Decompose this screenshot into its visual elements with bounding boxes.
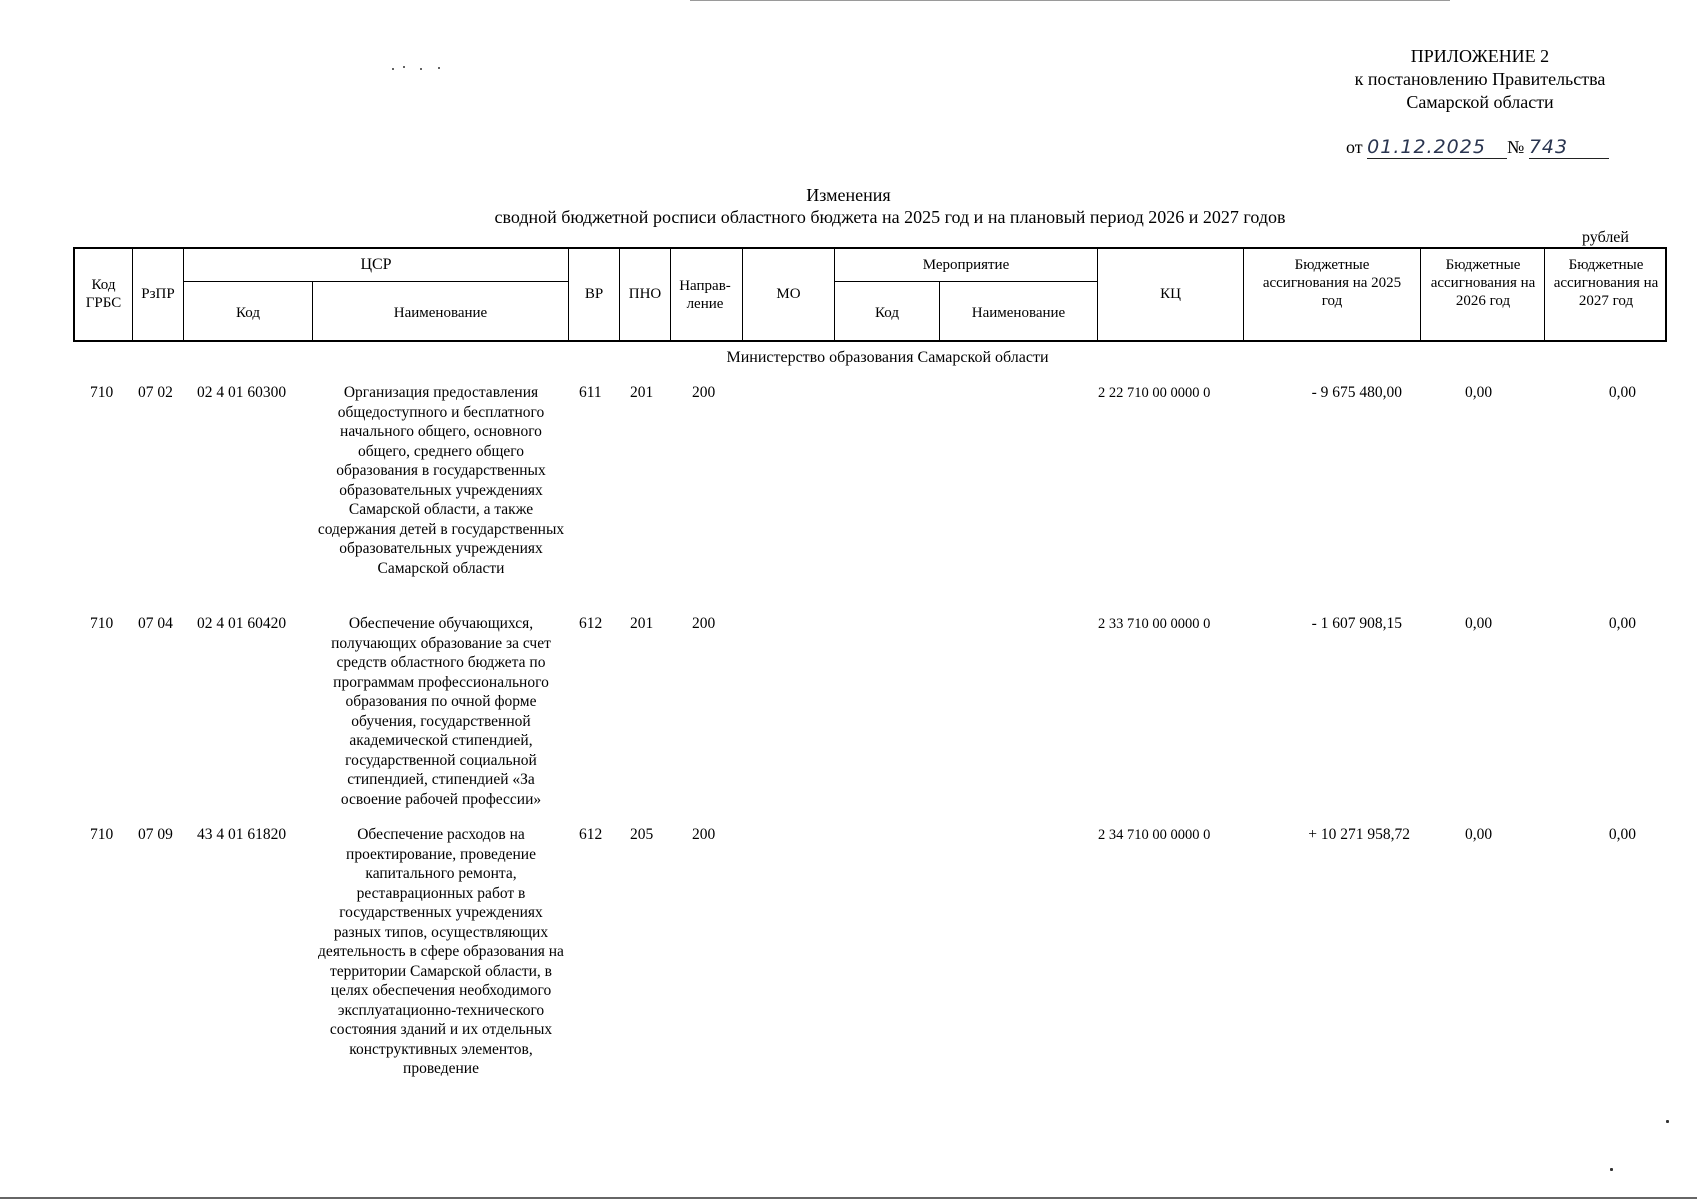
- cell-kc: 2 22 710 00 0000 0: [1098, 385, 1211, 401]
- header-mer-kod: Код: [875, 305, 899, 321]
- cell-napravlenie: 200: [692, 384, 716, 401]
- header-vline: [1243, 247, 1244, 342]
- header-vline: [1665, 247, 1667, 342]
- cell-csr-kod: 02 4 01 60300: [197, 384, 287, 401]
- scan-edge-bottom: [0, 1197, 1697, 1199]
- cell-csr-kod: 02 4 01 60420: [197, 615, 287, 632]
- header-napravlenie: Направ-ление: [679, 278, 731, 312]
- header-mo: МО: [776, 286, 801, 302]
- header-vr: ВР: [584, 286, 604, 302]
- cell-kc: 2 33 710 00 0000 0: [1098, 616, 1211, 632]
- section-ministry: Министерство образования Самарской области: [726, 349, 1049, 366]
- header-vline: [1544, 247, 1545, 342]
- cell-amount-2025: + 10 271 958,72: [1308, 826, 1410, 843]
- approval-date-line: [1346, 136, 1609, 159]
- header-rzpr: РзПР: [141, 286, 175, 302]
- cell-csr-kod: 43 4 01 61820: [197, 826, 287, 843]
- header-vline: [1420, 247, 1421, 342]
- scan-speck: [438, 67, 440, 69]
- approval-line-1: к постановлению Правительства: [1354, 69, 1606, 89]
- approval-line-2: Самарской области: [1406, 92, 1554, 112]
- header-vline: [73, 247, 75, 342]
- header-csr: ЦСР: [360, 256, 392, 273]
- header-vline: [670, 247, 671, 342]
- cell-napravlenie: 200: [692, 615, 716, 632]
- header-kod-grbs: Код ГРБС: [85, 277, 122, 311]
- header-ba-2025: Бюджетные ассигнования на 2025 год: [1262, 257, 1402, 309]
- scan-speck: [403, 66, 405, 68]
- header-csr-name: Наименование: [393, 305, 488, 321]
- header-meropriyatie: Мероприятие: [922, 257, 1010, 273]
- document-title: Изменения: [806, 185, 891, 205]
- scan-speck: [1666, 1120, 1669, 1123]
- cell-pno: 201: [630, 384, 654, 401]
- cell-rzpr: 07 09: [138, 826, 173, 843]
- cell-amount-2026: 0,00: [1465, 615, 1493, 632]
- cell-name: Организация предоставления общедоступного и бесплатного начального общего, основного общего, среднего общего образования в государственных образовательных учреждениях Самарской области, а также содержания детей в государственных образовательных учреждениях Самарской области: [317, 384, 565, 577]
- cell-grbs: 710: [90, 384, 114, 401]
- number-sign: №: [1507, 137, 1525, 157]
- scan-speck: [1610, 1168, 1613, 1171]
- cell-amount-2027: 0,00: [1608, 826, 1636, 843]
- header-csr-divider: [183, 281, 568, 282]
- cell-rzpr: 07 04: [138, 615, 173, 632]
- cell-rzpr: 07 02: [138, 384, 173, 401]
- handwritten-date: 01.12.2025: [1367, 136, 1507, 159]
- scan-speck: [420, 68, 422, 70]
- cell-amount-2027: 0,00: [1608, 384, 1636, 401]
- scan-speck: [392, 68, 394, 70]
- approval-title: ПРИЛОЖЕНИЕ 2: [1410, 46, 1550, 66]
- header-ba-2027: Бюджетные ассигнования на 2027 год: [1553, 257, 1659, 309]
- approval-block: [1320, 45, 1640, 114]
- cell-grbs: 710: [90, 615, 114, 632]
- document-subtitle: сводной бюджетной росписи областного бюджета на 2025 год и на плановый период 2026 и 2027 годов: [494, 207, 1286, 227]
- cell-pno: 201: [630, 615, 654, 632]
- cell-vr: 611: [579, 384, 602, 401]
- cell-vr: 612: [579, 826, 603, 843]
- cell-amount-2026: 0,00: [1465, 826, 1493, 843]
- cell-amount-2025: - 1 607 908,15: [1311, 615, 1402, 632]
- date-prefix: от: [1346, 137, 1363, 157]
- cell-napravlenie: 200: [692, 826, 716, 843]
- cell-vr: 612: [579, 615, 603, 632]
- cell-amount-2027: 0,00: [1608, 615, 1636, 632]
- header-ba-2026: Бюджетные ассигнования на 2026 год: [1430, 257, 1536, 309]
- header-border-top: [73, 247, 1666, 249]
- cell-pno: 205: [630, 826, 654, 843]
- units-label: рублей: [1582, 229, 1629, 246]
- cell-name: Обеспечение расходов на проектирование, проведение капитального ремонта, реставрационных работ в государственных учреждениях разных типов, осуществляющих деятельность в сфере образования на территории Самарской области, в целях обеспечения необходимого эксплуатационно-технического состояния зданий и их отдельных конструктивных элементов, проведение: [318, 826, 564, 1077]
- header-csr-kod: Код: [236, 305, 260, 321]
- header-kc: КЦ: [1160, 286, 1181, 302]
- scan-edge-top: [690, 0, 1450, 1]
- header-mer-name: Наименование: [971, 305, 1066, 321]
- cell-amount-2025: - 9 675 480,00: [1311, 384, 1402, 401]
- cell-amount-2026: 0,00: [1465, 384, 1493, 401]
- cell-kc: 2 34 710 00 0000 0: [1098, 827, 1211, 843]
- header-pno: ПНО: [628, 286, 662, 302]
- cell-grbs: 710: [90, 826, 114, 843]
- cell-name: Обеспечение обучающихся, получающих образование за счет средств областного бюджета по программам профессионального образования по очной форме обучения, государственной академической стипендией, государственной социальной стипендией, стипендией «За освоение рабочей профессии»: [331, 615, 551, 808]
- header-mer-divider: [834, 281, 1097, 282]
- handwritten-number: 743: [1529, 136, 1609, 159]
